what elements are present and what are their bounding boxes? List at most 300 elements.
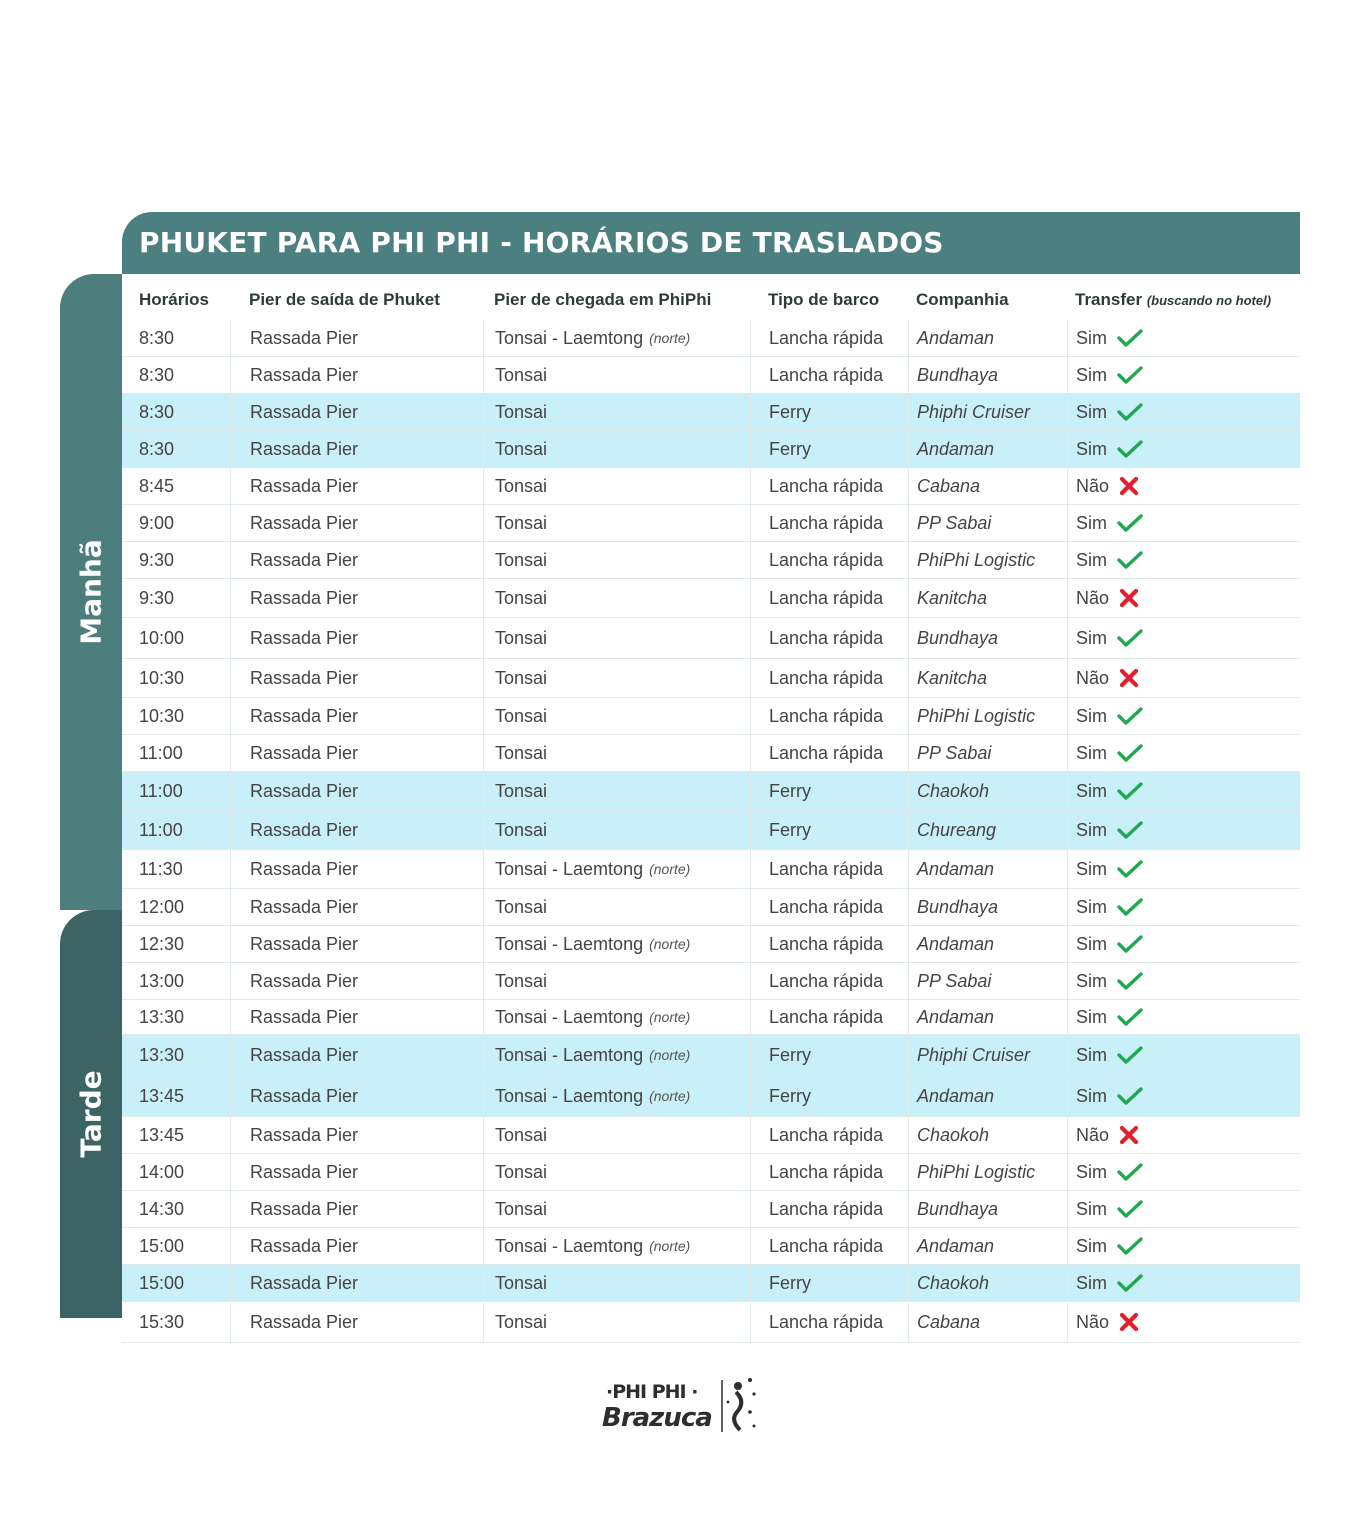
table-row <box>122 850 1300 889</box>
cell-company-text: Bundhaya <box>917 896 999 917</box>
cell-company <box>908 889 998 925</box>
cell-company-text: PhiPhi Logistic <box>917 1161 1036 1182</box>
cell-transfer-text: Sim <box>1076 896 1107 917</box>
check-icon <box>1117 1007 1143 1027</box>
cell-arrival <box>483 1228 690 1264</box>
cell-departure-text: Rassada Pier <box>250 1085 359 1106</box>
cell-boat <box>750 926 883 962</box>
cell-arrival <box>483 735 547 771</box>
arrival-note: (norte) <box>649 1088 691 1104</box>
cell-time-text: 13:00 <box>139 970 185 991</box>
header-transfer: Transfer <box>1075 290 1143 309</box>
cell-departure <box>230 320 358 356</box>
cell-transfer-text: Não <box>1076 587 1110 608</box>
cell-company <box>908 659 987 697</box>
cell-company-text: Andaman <box>917 1235 995 1256</box>
cell-company <box>908 1265 989 1301</box>
cell-arrival-text: Tonsai - Laemtong <box>495 1006 644 1027</box>
cell-time-text: 14:30 <box>139 1198 185 1219</box>
cell-boat <box>750 1191 883 1227</box>
cell-company-text: PP Sabai <box>917 512 992 533</box>
cell-arrival <box>483 926 690 962</box>
cell-departure-text: Rassada Pier <box>250 1272 359 1293</box>
check-icon <box>1117 1236 1143 1256</box>
cell-boat-text: Lancha rápida <box>769 896 884 917</box>
cell-transfer <box>1067 1154 1143 1190</box>
cell-arrival <box>483 1117 547 1153</box>
cell-company <box>908 505 991 541</box>
table-row <box>122 1191 1300 1228</box>
cell-time <box>139 1228 184 1264</box>
cell-arrival-text: Tonsai <box>495 401 548 422</box>
cell-time <box>139 1000 184 1034</box>
cell-departure-text: Rassada Pier <box>250 667 359 688</box>
cell-departure <box>230 1265 358 1301</box>
cell-boat-text: Lancha rápida <box>769 1311 884 1332</box>
cell-arrival-text: Tonsai <box>495 1311 548 1332</box>
cell-company-text: PP Sabai <box>917 970 992 991</box>
cell-boat-text: Lancha rápida <box>769 1006 884 1027</box>
cell-time <box>139 1265 184 1301</box>
title-bar <box>122 212 1300 274</box>
cell-arrival-text: Tonsai <box>495 667 548 688</box>
cell-transfer-text: Não <box>1076 1311 1110 1332</box>
cell-company <box>908 850 994 888</box>
cell-transfer-text: Sim <box>1076 1044 1107 1065</box>
check-icon <box>1117 1086 1143 1106</box>
section-afternoon-label: Tarde <box>74 1070 108 1158</box>
cell-boat <box>750 1265 811 1301</box>
cell-company-text: Phiphi Cruiser <box>917 401 1031 422</box>
cell-time <box>139 698 184 734</box>
header-departure: Pier de saída de Phuket <box>249 290 440 309</box>
table-row <box>122 1076 1300 1117</box>
cell-time <box>139 505 174 541</box>
cell-arrival-text: Tonsai - Laemtong <box>495 1235 644 1256</box>
cell-departure <box>230 772 358 810</box>
cell-departure <box>230 659 358 697</box>
svg-text:·PHI PHI ·: ·PHI PHI · <box>606 1381 698 1403</box>
cell-arrival-text: Tonsai <box>495 896 548 917</box>
check-icon <box>1117 1273 1143 1293</box>
cell-transfer-text: Sim <box>1076 1272 1107 1293</box>
cell-boat <box>750 1076 811 1116</box>
cell-boat <box>750 542 883 578</box>
cell-arrival-text: Tonsai <box>495 549 548 570</box>
cell-departure-text: Rassada Pier <box>250 401 359 422</box>
cell-company <box>908 1000 994 1034</box>
cell-time-text: 13:30 <box>139 1006 185 1027</box>
cell-time <box>139 1154 184 1190</box>
cell-time-text: 15:00 <box>139 1235 185 1256</box>
cell-company <box>908 926 994 962</box>
cell-departure-text: Rassada Pier <box>250 1198 359 1219</box>
section-afternoon <box>60 910 122 1318</box>
cell-arrival <box>483 579 547 617</box>
cell-time-text: 12:00 <box>139 896 185 917</box>
cell-arrival-text: Tonsai <box>495 1198 548 1219</box>
cell-company-text: Kanitcha <box>917 587 988 608</box>
cell-company-text: Andaman <box>917 933 995 954</box>
cell-company <box>908 1154 1035 1190</box>
cell-arrival-text: Tonsai <box>495 1124 548 1145</box>
page-title: PHUKET PARA PHI PHI - HORÁRIOS DE TRASLADOS <box>139 226 944 259</box>
cell-arrival-text: Tonsai - Laemtong <box>495 858 644 879</box>
cell-time <box>139 850 183 888</box>
cell-departure <box>230 505 358 541</box>
cell-company-text: Andaman <box>917 858 995 879</box>
cell-time <box>139 1117 184 1153</box>
cell-transfer-text: Sim <box>1076 512 1107 533</box>
cell-departure-text: Rassada Pier <box>250 512 359 533</box>
table-row <box>122 735 1300 772</box>
cell-departure <box>230 1228 358 1264</box>
cell-departure <box>230 1000 358 1034</box>
cell-arrival-text: Tonsai <box>495 364 548 385</box>
cell-boat-text: Lancha rápida <box>769 667 884 688</box>
table-row <box>122 542 1300 579</box>
cell-transfer-text: Sim <box>1076 327 1107 348</box>
cell-transfer <box>1067 618 1143 658</box>
cell-arrival <box>483 1076 690 1116</box>
cell-boat <box>750 320 883 356</box>
cell-company <box>908 1035 1030 1075</box>
cell-time-text: 11:00 <box>139 742 183 763</box>
cell-boat-text: Lancha rápida <box>769 475 884 496</box>
cell-transfer-text: Sim <box>1076 970 1107 991</box>
cell-company-text: Andaman <box>917 438 995 459</box>
cell-boat <box>750 468 883 504</box>
cell-time-text: 11:00 <box>139 819 183 840</box>
cell-time-text: 8:30 <box>139 364 175 385</box>
cell-time <box>139 889 184 925</box>
cell-departure <box>230 1302 358 1342</box>
cell-departure-text: Rassada Pier <box>250 705 359 726</box>
cell-time-text: 13:45 <box>139 1085 185 1106</box>
cell-arrival-text: Tonsai <box>495 780 548 801</box>
cell-company <box>908 579 987 617</box>
cell-departure <box>230 394 358 430</box>
cell-company-text: Bundhaya <box>917 627 999 648</box>
cell-departure-text: Rassada Pier <box>250 933 359 954</box>
cell-arrival <box>483 505 547 541</box>
cell-boat-text: Lancha rápida <box>769 933 884 954</box>
cell-transfer-text: Sim <box>1076 933 1107 954</box>
cell-departure-text: Rassada Pier <box>250 1161 359 1182</box>
cell-departure <box>230 698 358 734</box>
table-row <box>122 698 1300 735</box>
table-row <box>122 431 1300 468</box>
check-icon <box>1117 820 1143 840</box>
cell-departure <box>230 963 358 999</box>
cell-departure <box>230 618 358 658</box>
cell-boat-text: Lancha rápida <box>769 587 884 608</box>
table-row <box>122 811 1300 850</box>
svg-text:Brazuca: Brazuca <box>602 1403 712 1433</box>
cell-company <box>908 1117 989 1153</box>
cell-company <box>908 357 998 393</box>
cell-company <box>908 468 980 504</box>
check-icon <box>1117 1045 1143 1065</box>
check-icon <box>1117 1162 1143 1182</box>
cell-boat-text: Lancha rápida <box>769 1198 884 1219</box>
section-morning-label: Manhã <box>74 539 108 645</box>
cell-boat <box>750 889 883 925</box>
check-icon <box>1117 971 1143 991</box>
cell-transfer-text: Sim <box>1076 401 1107 422</box>
cell-transfer-text: Sim <box>1076 364 1107 385</box>
cell-departure-text: Rassada Pier <box>250 970 359 991</box>
cell-departure-text: Rassada Pier <box>250 627 359 648</box>
cell-company <box>908 1302 980 1342</box>
cell-arrival-text: Tonsai - Laemtong <box>495 1044 644 1065</box>
table-row <box>122 659 1300 698</box>
table-row <box>122 889 1300 926</box>
arrival-note: (norte) <box>649 861 691 877</box>
cell-transfer-text: Sim <box>1076 1161 1107 1182</box>
table-row <box>122 1117 1300 1154</box>
cell-arrival-text: Tonsai - Laemtong <box>495 933 644 954</box>
check-icon <box>1117 365 1143 385</box>
cell-transfer <box>1067 1302 1139 1342</box>
cell-arrival-text: Tonsai <box>495 705 548 726</box>
cell-arrival <box>483 1302 547 1342</box>
cell-company <box>908 394 1030 430</box>
cell-arrival-text: Tonsai <box>495 1272 548 1293</box>
cell-company-text: Chaokoh <box>917 780 990 801</box>
cell-departure <box>230 357 358 393</box>
cell-boat-text: Ferry <box>769 401 811 422</box>
cell-boat <box>750 1302 883 1342</box>
cell-boat <box>750 579 883 617</box>
cell-time-text: 8:45 <box>139 475 175 496</box>
cell-arrival-text: Tonsai <box>495 1161 548 1182</box>
cell-company <box>908 542 1035 578</box>
cell-arrival-text: Tonsai <box>495 587 548 608</box>
cell-company-text: Andaman <box>917 327 995 348</box>
cell-boat <box>750 659 883 697</box>
cell-boat-text: Ferry <box>769 819 811 840</box>
cell-arrival <box>483 1191 547 1227</box>
cell-time <box>139 1035 184 1075</box>
cell-transfer <box>1067 542 1143 578</box>
cell-transfer-text: Sim <box>1076 549 1107 570</box>
cell-arrival <box>483 431 547 467</box>
cell-departure <box>230 735 358 771</box>
cell-arrival <box>483 698 547 734</box>
cell-boat-text: Lancha rápida <box>769 627 884 648</box>
cell-company-text: PhiPhi Logistic <box>917 705 1036 726</box>
arrival-note: (norte) <box>649 1238 691 1254</box>
cell-transfer <box>1067 505 1143 541</box>
cell-transfer-text: Sim <box>1076 1006 1107 1027</box>
cell-transfer-text: Sim <box>1076 858 1107 879</box>
cell-transfer <box>1067 1076 1143 1116</box>
cell-transfer <box>1067 1000 1143 1034</box>
cell-arrival <box>483 320 690 356</box>
table-row <box>122 926 1300 963</box>
cell-departure <box>230 1076 358 1116</box>
check-icon <box>1117 439 1143 459</box>
header-arrival: Pier de chegada em PhiPhi <box>494 290 712 309</box>
cell-transfer <box>1067 811 1143 849</box>
header-transfer-note: (buscando no hotel) <box>1146 293 1272 308</box>
cell-time <box>139 1302 184 1342</box>
cell-company-text: Phiphi Cruiser <box>917 1044 1031 1065</box>
cell-time <box>139 659 184 697</box>
cell-boat <box>750 963 883 999</box>
cell-departure-text: Rassada Pier <box>250 742 359 763</box>
cell-company-text: Bundhaya <box>917 1198 999 1219</box>
cell-transfer-text: Sim <box>1076 819 1107 840</box>
check-icon <box>1117 550 1143 570</box>
cell-time <box>139 963 184 999</box>
cross-icon <box>1119 1125 1139 1145</box>
cell-transfer-text: Sim <box>1076 705 1107 726</box>
cell-time <box>139 357 174 393</box>
cell-time-text: 8:30 <box>139 438 175 459</box>
cell-boat-text: Lancha rápida <box>769 1235 884 1256</box>
cell-departure <box>230 850 358 888</box>
cross-icon <box>1119 588 1139 608</box>
cell-departure <box>230 431 358 467</box>
cell-transfer-text: Sim <box>1076 780 1107 801</box>
cell-departure-text: Rassada Pier <box>250 327 359 348</box>
cell-boat <box>750 505 883 541</box>
cell-boat-text: Lancha rápida <box>769 512 884 533</box>
check-icon <box>1117 1199 1143 1219</box>
cell-time-text: 10:30 <box>139 705 185 726</box>
cell-company <box>908 772 989 810</box>
cell-time <box>139 394 174 430</box>
cell-time-text: 15:30 <box>139 1311 185 1332</box>
cell-time-text: 9:30 <box>139 549 175 570</box>
cell-transfer <box>1067 926 1143 962</box>
cell-boat <box>750 618 883 658</box>
cell-arrival <box>483 1035 690 1075</box>
header-company: Companhia <box>916 290 1009 309</box>
cell-transfer-text: Não <box>1076 667 1110 688</box>
cell-transfer-text: Sim <box>1076 627 1107 648</box>
cell-departure-text: Rassada Pier <box>250 1124 359 1145</box>
cell-time <box>139 579 174 617</box>
cell-boat <box>750 735 883 771</box>
cell-departure-text: Rassada Pier <box>250 587 359 608</box>
cell-transfer <box>1067 735 1143 771</box>
cell-arrival-text: Tonsai <box>495 970 548 991</box>
cell-departure <box>230 1035 358 1075</box>
cell-time-text: 13:45 <box>139 1124 185 1145</box>
cell-boat-text: Ferry <box>769 438 811 459</box>
cell-transfer <box>1067 357 1143 393</box>
cell-company <box>908 1228 994 1264</box>
cell-time-text: 10:30 <box>139 667 185 688</box>
cell-time <box>139 811 183 849</box>
cell-company-text: Chaokoh <box>917 1272 990 1293</box>
cell-boat <box>750 772 811 810</box>
cell-company <box>908 1076 994 1116</box>
cell-departure-text: Rassada Pier <box>250 1235 359 1256</box>
cell-time-text: 9:00 <box>139 512 175 533</box>
table-row <box>122 394 1300 431</box>
cell-time-text: 11:30 <box>139 858 183 879</box>
cell-boat-text: Lancha rápida <box>769 970 884 991</box>
cell-boat-text: Lancha rápida <box>769 1161 884 1182</box>
cell-time <box>139 320 174 356</box>
cell-arrival <box>483 618 547 658</box>
table-row <box>122 618 1300 659</box>
cell-departure-text: Rassada Pier <box>250 364 359 385</box>
cell-arrival-text: Tonsai <box>495 512 548 533</box>
check-icon <box>1117 934 1143 954</box>
cell-boat <box>750 1117 883 1153</box>
cell-departure <box>230 579 358 617</box>
cell-departure <box>230 926 358 962</box>
cell-company-text: PhiPhi Logistic <box>917 549 1036 570</box>
cell-boat <box>750 850 883 888</box>
cell-company-text: Andaman <box>917 1085 995 1106</box>
cell-company-text: Cabana <box>917 475 981 496</box>
cell-boat-text: Lancha rápida <box>769 364 884 385</box>
cell-time <box>139 431 174 467</box>
cell-departure-text: Rassada Pier <box>250 438 359 459</box>
cell-departure <box>230 1191 358 1227</box>
cell-time <box>139 468 174 504</box>
cell-transfer-text: Sim <box>1076 1235 1107 1256</box>
cell-departure-text: Rassada Pier <box>250 1311 359 1332</box>
cell-boat-text: Ferry <box>769 1044 811 1065</box>
cell-transfer-text: Sim <box>1076 1085 1107 1106</box>
cell-arrival-text: Tonsai <box>495 627 548 648</box>
cell-arrival <box>483 659 547 697</box>
cell-transfer <box>1067 1035 1143 1075</box>
cell-boat <box>750 1154 883 1190</box>
check-icon <box>1117 781 1143 801</box>
cell-boat <box>750 1035 811 1075</box>
check-icon <box>1117 513 1143 533</box>
table-row <box>122 1302 1300 1343</box>
cell-boat <box>750 811 811 849</box>
cell-departure-text: Rassada Pier <box>250 819 359 840</box>
cell-company-text: PP Sabai <box>917 742 992 763</box>
cell-boat <box>750 431 811 467</box>
cell-departure <box>230 1117 358 1153</box>
cell-departure <box>230 542 358 578</box>
cell-arrival <box>483 542 547 578</box>
table-header <box>122 280 1300 320</box>
cell-boat-text: Lancha rápida <box>769 858 884 879</box>
check-icon <box>1117 743 1143 763</box>
cell-arrival <box>483 889 547 925</box>
cell-arrival <box>483 357 547 393</box>
table-row <box>122 1035 1300 1076</box>
table-row <box>122 320 1300 357</box>
cell-boat-text: Ferry <box>769 1272 811 1293</box>
cell-transfer-text: Não <box>1076 475 1110 496</box>
cell-arrival-text: Tonsai <box>495 438 548 459</box>
table-row <box>122 963 1300 1000</box>
cell-company <box>908 618 998 658</box>
cell-boat <box>750 1000 883 1034</box>
cell-transfer <box>1067 659 1139 697</box>
cell-transfer <box>1067 772 1143 810</box>
cell-transfer-text: Não <box>1076 1124 1110 1145</box>
arrival-note: (norte) <box>649 1047 691 1063</box>
table-row <box>122 1154 1300 1191</box>
check-icon <box>1117 897 1143 917</box>
cell-boat-text: Lancha rápida <box>769 327 884 348</box>
section-morning <box>60 274 122 910</box>
